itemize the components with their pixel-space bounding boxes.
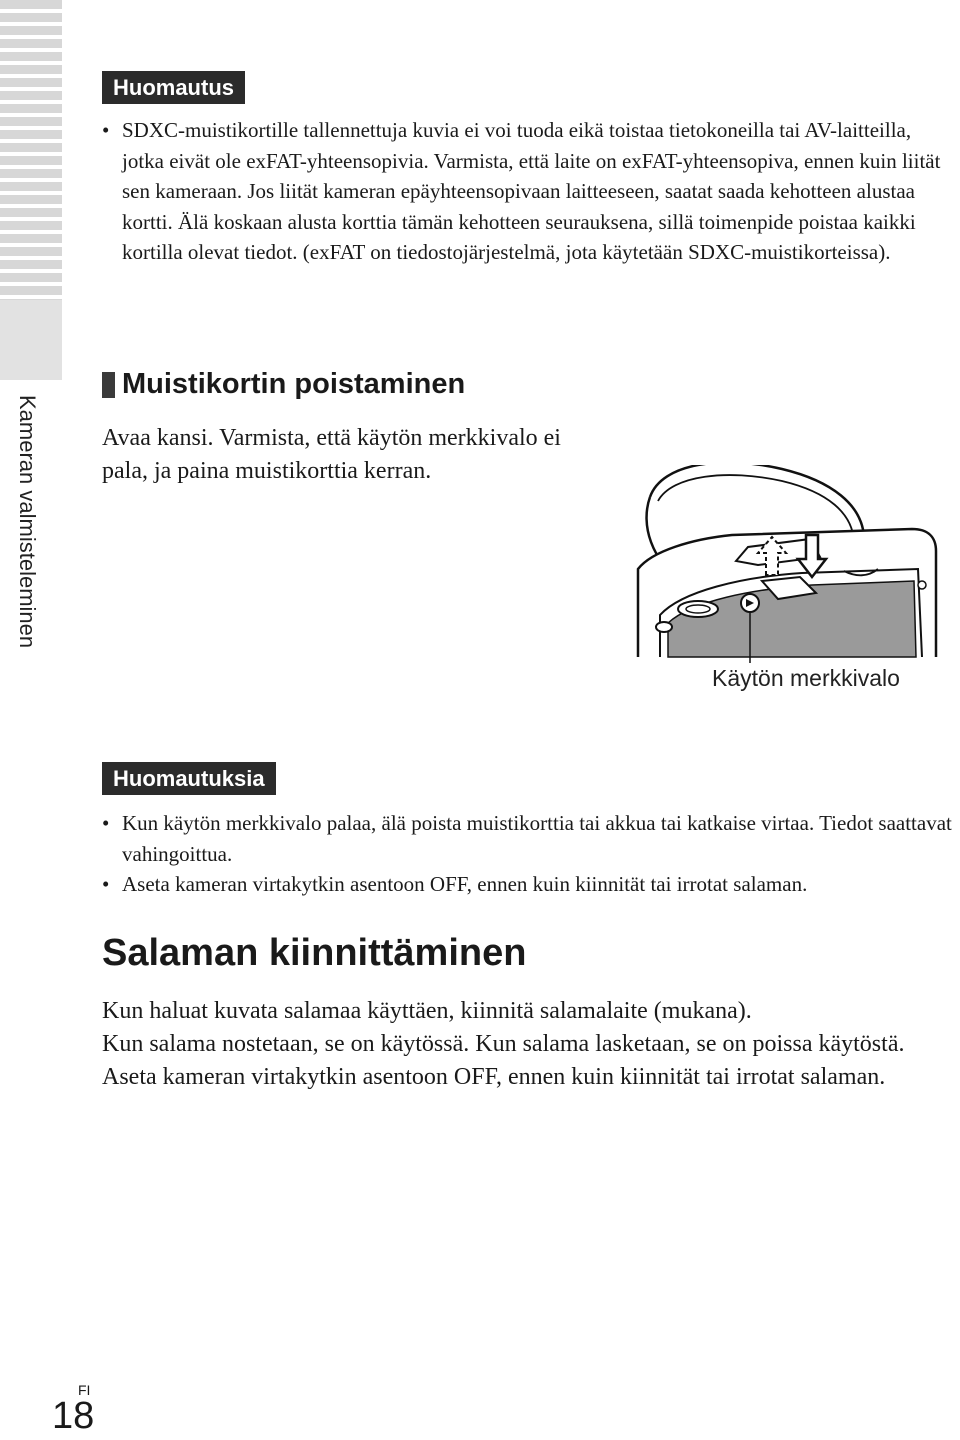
side-tab-label: Kameran valmisteleminen	[15, 395, 40, 649]
page-language: FI	[78, 1382, 91, 1398]
camera-card-slot-illustration	[632, 465, 942, 665]
section-heading-remove-card	[102, 368, 465, 401]
note-item: • SDXC-muistikortille tallennettuja kuvia ei voi tuoda eikä toistaa tietokoneilla tai AV-laitteilla, jotka eivät ole exFAT-yhteensopivia. Varmista, että laite on exFAT-yhteensopiva, ennen kuin liität sen kameraan. Jos liität kameran epäyhteensopivaan laitteeseen, saatat saada kehotteen alustaa kortti. Älä koskaan alusta korttia tämän kehotteen seurauksena, sillä toimenpide poistaa kaikki kortilla olevat tiedot. (exFAT on tiedostojärjestelmä, jota käytetään SDXC-muistikorteissa).	[102, 115, 952, 268]
note-list	[102, 115, 952, 268]
step-instruction: Avaa kansi. Varmista, että käytön merkkivalo ei pala, ja paina muistikorttia kerran.	[102, 425, 561, 484]
body-paragraph: Kun salama nostetaan, se on käytössä. Kun salama lasketaan, se on poissa käytöstä.	[102, 1031, 905, 1057]
notes-list	[102, 808, 952, 900]
body-paragraph: Kun haluat kuvata salamaa käyttäen, kiinnitä salamalaite (mukana).	[102, 998, 752, 1024]
body-paragraph: Aseta kameran virtakytkin asentoon OFF, ennen kuin kiinnität tai irrotat salaman.	[102, 1064, 886, 1090]
note-item: • Aseta kameran virtakytkin asentoon OFF, ennen kuin kiinnität tai irrotat salaman.	[102, 869, 952, 900]
side-tab-marker	[0, 300, 62, 380]
note-item: • Kun käytön merkkivalo palaa, älä poista muistikorttia tai akkua tai katkaise virtaa. Tiedot saattavat vahingoittua.	[102, 808, 952, 869]
note-badge: Huomautus	[102, 71, 245, 104]
illustration-caption: Käytön merkkivalo	[712, 665, 900, 691]
flash-body	[102, 995, 922, 1094]
side-tab-stripes	[0, 0, 62, 300]
section-heading-flash: Salaman kiinnittäminen	[102, 932, 527, 974]
notes-badge: Huomautuksia	[102, 762, 276, 795]
heading-marker-icon	[102, 372, 115, 398]
page-number: 18	[52, 1395, 95, 1437]
section-heading-text: Muistikortin poistaminen	[122, 368, 466, 400]
